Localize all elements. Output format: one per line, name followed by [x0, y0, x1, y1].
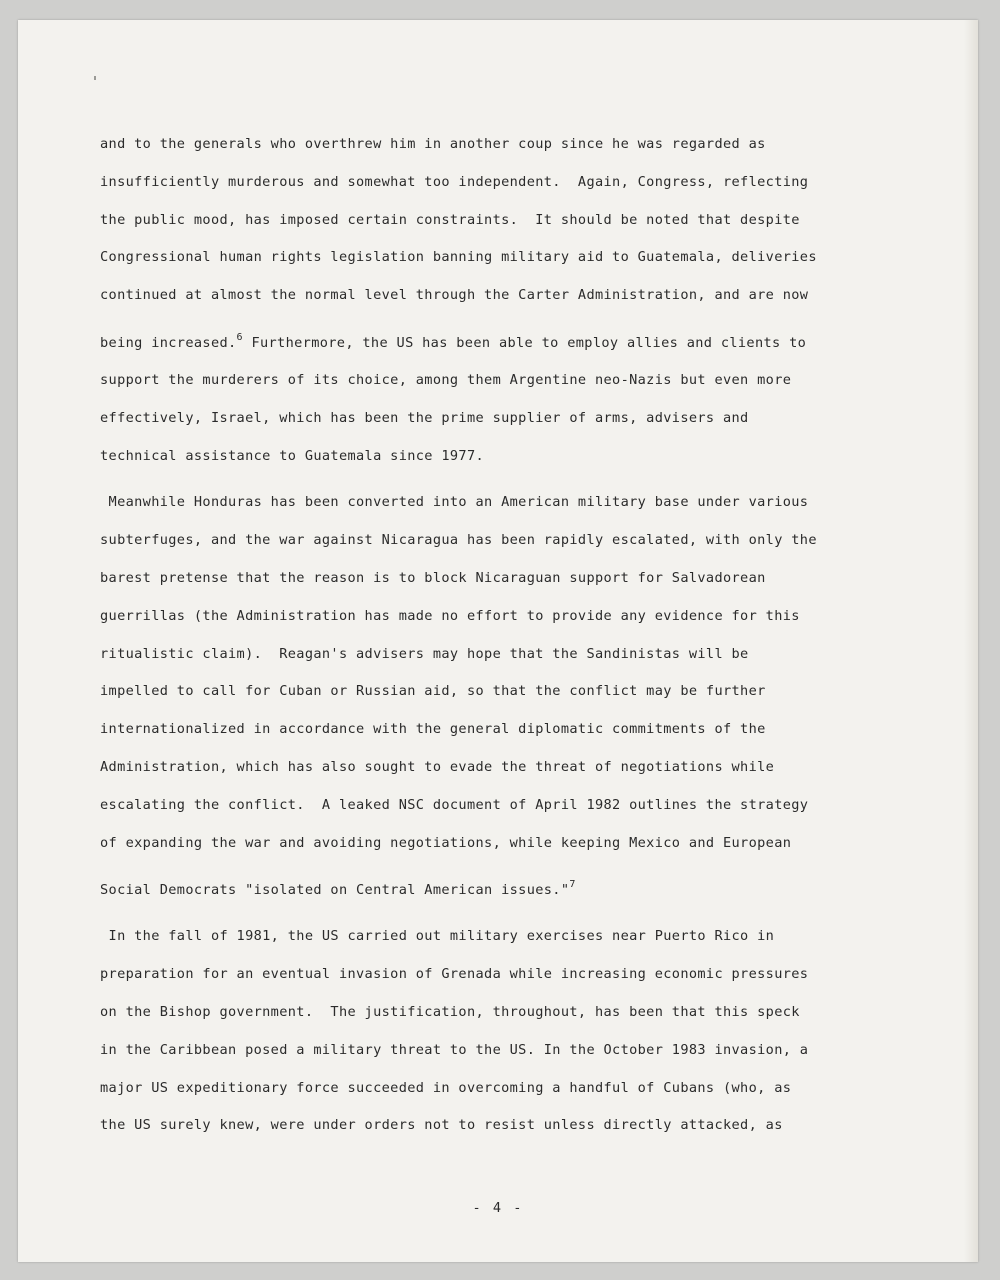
- text-fragment: Social Democrats "isolated on Central American issues.": [100, 882, 570, 899]
- paper-edge: [964, 20, 978, 1262]
- footnote-marker-6: 6: [236, 331, 243, 343]
- text-line: insufficiently murderous and somewhat too independent. Again, Congress, reflecting: [100, 173, 809, 190]
- paper-speck: [94, 76, 96, 80]
- text-line: the US surely knew, were under orders not to resist unless directly attacked, as: [100, 1117, 783, 1134]
- text-line-with-footnote: [100, 862, 910, 909]
- text-line: Administration, which has also sought to evade the threat of negotiations while: [100, 758, 775, 775]
- paragraph-gap: [100, 909, 910, 918]
- text-line: barest pretense that the reason is to block Nicaraguan support for Salvadorean: [100, 569, 766, 586]
- text-line: In the fall of 1981, the US carried out military exercises near Puerto Rico in: [100, 928, 775, 945]
- text-line: on the Bishop government. The justification, throughout, has been that this speck: [100, 1003, 800, 1020]
- text-line: guerrillas (the Administration has made no effort to provide any evidence for this: [100, 607, 800, 624]
- text-line: in the Caribbean posed a military threat to the US. In the October 1983 invasion, a: [100, 1041, 809, 1058]
- text-fragment: being increased.: [100, 334, 237, 351]
- text-line: ritualistic claim). Reagan's advisers may hope that the Sandinistas will be: [100, 645, 749, 662]
- text-line: impelled to call for Cuban or Russian aid, so that the conflict may be further: [100, 683, 766, 700]
- text-line: Meanwhile Honduras has been converted into an American military base under various: [100, 494, 809, 511]
- text-line: and to the generals who overthrew him in another coup since he was regarded as: [100, 136, 766, 152]
- text-line: Congressional human rights legislation banning military aid to Guatemala, deliveries: [100, 249, 817, 266]
- text-line: of expanding the war and avoiding negotiations, while keeping Mexico and European: [100, 834, 792, 851]
- text-line: subterfuges, and the war against Nicaragua has been rapidly escalated, with only the: [100, 532, 817, 549]
- text-line: internationalized in accordance with the general diplomatic commitments of the: [100, 721, 766, 738]
- paper-page: [18, 20, 978, 1262]
- text-line: continued at almost the normal level through the Carter Administration, and are now: [100, 287, 809, 304]
- text-line: preparation for an eventual invasion of Grenada while increasing economic pressures: [100, 966, 809, 983]
- text-line-with-footnote: [100, 315, 910, 362]
- text-line: the public mood, has imposed certain constraints. It should be noted that despite: [100, 211, 800, 228]
- body-text: [100, 126, 910, 1145]
- page-number: - 4 -: [472, 1200, 524, 1216]
- text-line: major US expeditionary force succeeded in overcoming a handful of Cubans (who, as: [100, 1079, 792, 1096]
- text-line: escalating the conflict. A leaked NSC document of April 1982 outlines the strategy: [100, 796, 809, 813]
- paragraph-gap: [100, 475, 910, 484]
- text-fragment: Furthermore, the US has been able to employ allies and clients to: [242, 334, 807, 351]
- text-line: effectively, Israel, which has been the prime supplier of arms, advisers and: [100, 409, 749, 426]
- text-line: technical assistance to Guatemala since 1977.: [100, 447, 485, 464]
- text-line: support the murderers of its choice, among them Argentine neo-Nazis but even more: [100, 371, 792, 388]
- footnote-marker-7: 7: [569, 879, 576, 891]
